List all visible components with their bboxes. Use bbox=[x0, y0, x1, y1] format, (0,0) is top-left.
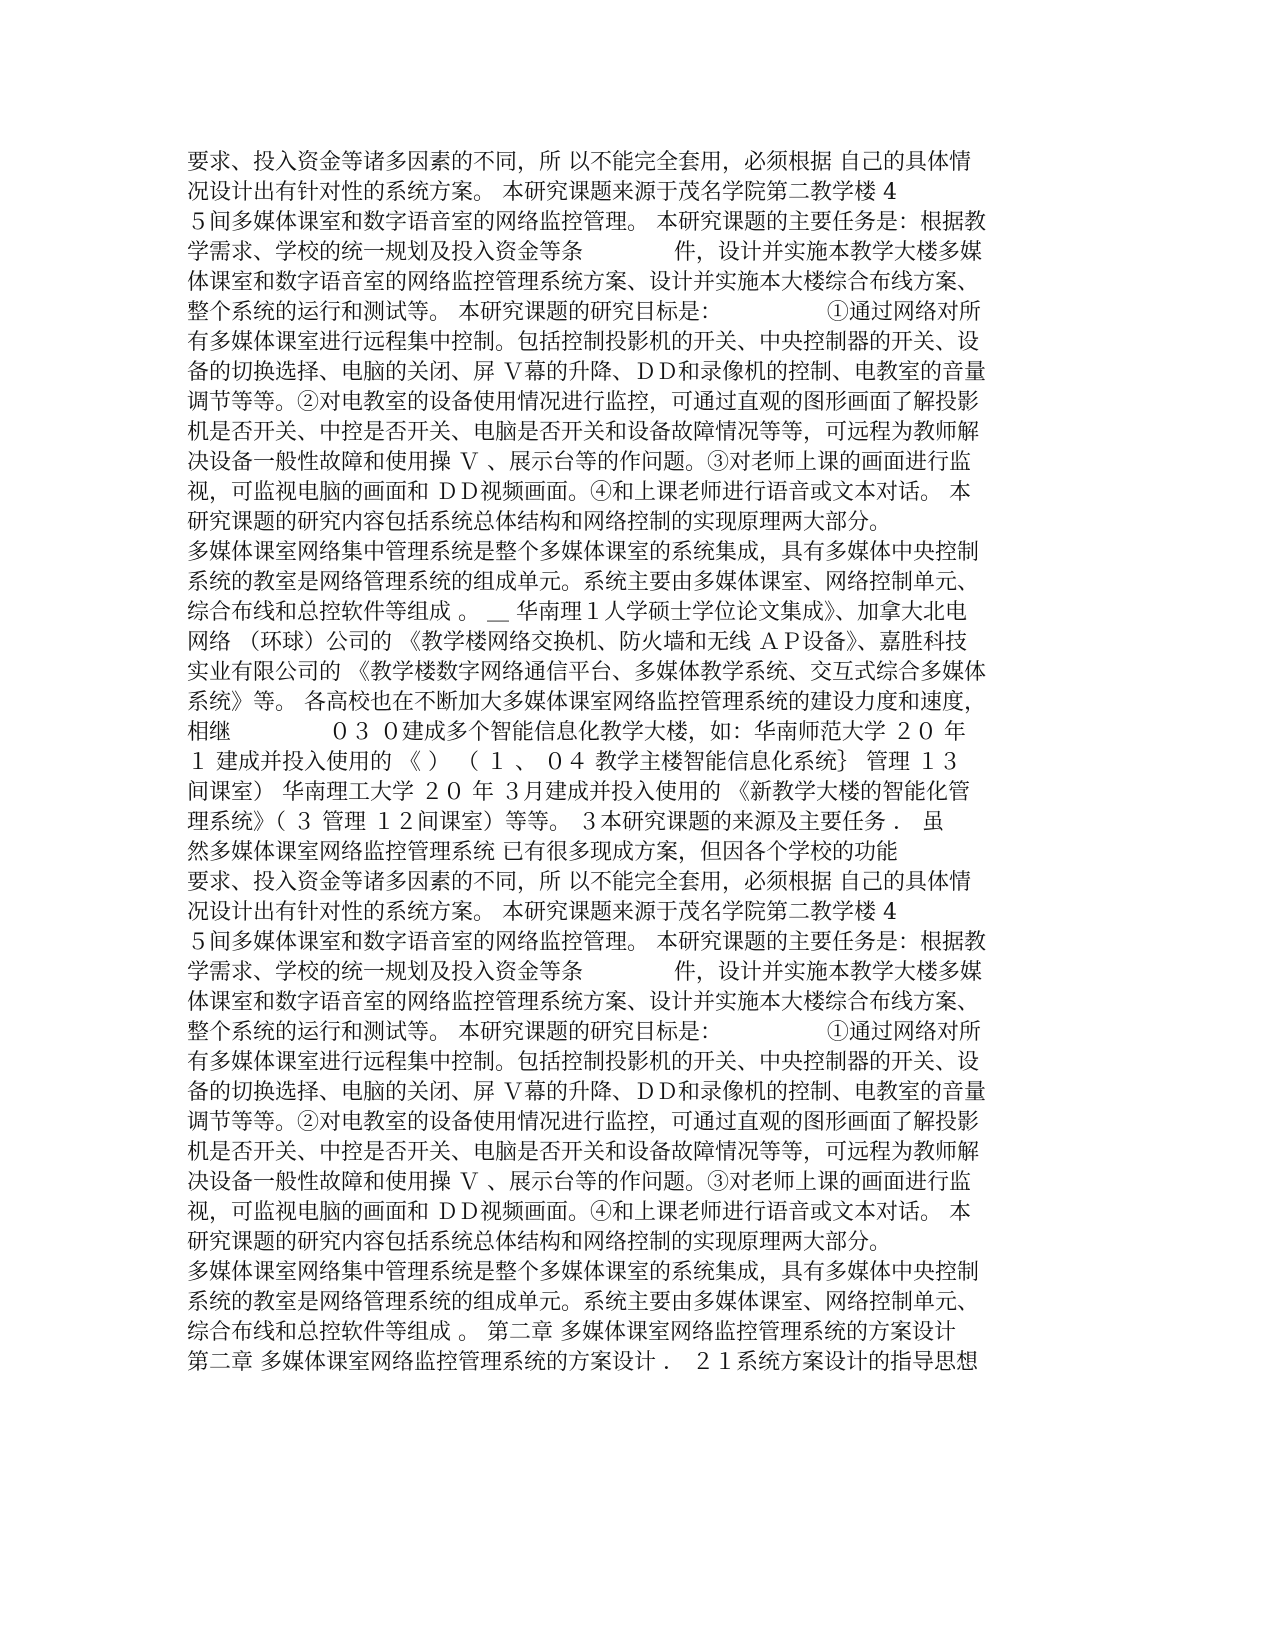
text-line: ５间多媒体课室和数字语音室的网络监控管理。 本研究课题的主要任务是：根据教 bbox=[187, 210, 986, 235]
text-line: 要求、投入资金等诸多因素的不同，所 以不能完全套用，必须根据 自己的具体情 bbox=[187, 870, 971, 895]
text-line: 决设备一般性故障和使用操 Ｖ 、展示台等的作问题。③对老师上课的画面进行监 bbox=[187, 450, 971, 475]
text-line: 理系统》（ ３ 管理 １２间课室）等等。 ３本研究课题的来源及主要任务 ． 虽 bbox=[187, 810, 944, 835]
text-line: １ 建成并投入使用的 《 ） （ １ 、 ０４ 教学主楼智能信息化系统｝ 管理 １３ bbox=[187, 750, 961, 775]
text-line: 要求、投入资金等诸多因素的不同，所 以不能完全套用，必须根据 自己的具体情 bbox=[187, 150, 971, 175]
text-line: 间课室） 华南理工大学 ２０ 年 ３月建成并投入使用的 《新教学大楼的智能化管 bbox=[187, 780, 970, 805]
text-line: 综合布线和总控软件等组成 。 第二章 多媒体课室网络监控管理系统的方案设计 bbox=[187, 1320, 956, 1345]
body-text bbox=[187, 148, 1087, 1378]
text-line: 决设备一般性故障和使用操 Ｖ 、展示台等的作问题。③对老师上课的画面进行监 bbox=[187, 1170, 971, 1195]
text-line: 综合布线和总控软件等组成 。 ＿ 华南理１人学硕士学位论文集成》、加拿大北电 bbox=[187, 600, 967, 625]
text-line: 备的切换选择、电脑的关闭、屏 Ｖ幕的升降、ＤＤ和录像机的控制、电教室的音量 bbox=[187, 360, 986, 385]
text-line: ５间多媒体课室和数字语音室的网络监控管理。 本研究课题的主要任务是：根据教 bbox=[187, 930, 986, 955]
text-line: 机是否开关、中控是否开关、电脑是否开关和设备故障情况等等，可远程为教师解 bbox=[187, 420, 980, 445]
text-line: 网络 （环球）公司的 《教学楼网络交换机、防火墙和无线 ＡＰ设备》、嘉胜科技 bbox=[187, 630, 967, 655]
text-line: 系统的教室是网络管理系统的组成单元。系统主要由多媒体课室、网络控制单元、 bbox=[187, 570, 980, 595]
text-line: 研究课题的研究内容包括系统总体结构和网络控制的实现原理两大部分。 bbox=[187, 1230, 892, 1255]
text-line: 体课室和数字语音室的网络监控管理系统方案、设计并实施本大楼综合布线方案、 bbox=[187, 990, 980, 1015]
text-line: 第二章 多媒体课室网络监控管理系统的方案设计 ． ２１系统方案设计的指导思想 bbox=[187, 1350, 978, 1375]
text-line: 多媒体课室网络集中管理系统是整个多媒体课室的系统集成，具有多媒体中央控制 bbox=[187, 540, 980, 565]
text-line: 调节等等。②对电教室的设备使用情况进行监控，可通过直观的图形画面了解投影 bbox=[187, 1110, 980, 1135]
text-line: 视，可监视电脑的画面和 ＤＤ视频画面。④和上课老师进行语音或文本对话。 本 bbox=[187, 1200, 971, 1225]
text-line: 整个系统的运行和测试等。 本研究课题的研究目标是： ①通过网络对所 bbox=[187, 1020, 981, 1045]
text-line: 况设计出有针对性的系统方案。 本研究课题来源于茂名学院第二教学楼 4 bbox=[187, 180, 897, 205]
text-line: 学需求、学校的统一规划及投入资金等条 件，设计并实施本教学大楼多媒 bbox=[187, 240, 982, 265]
text-line: 相继 ０３ ０建成多个智能信息化教学大楼，如：华南师范大学 ２０ 年 bbox=[187, 720, 966, 745]
text-line: 研究课题的研究内容包括系统总体结构和网络控制的实现原理两大部分。 bbox=[187, 510, 892, 535]
text-line: 系统的教室是网络管理系统的组成单元。系统主要由多媒体课室、网络控制单元、 bbox=[187, 1290, 980, 1315]
text-line: 体课室和数字语音室的网络监控管理系统方案、设计并实施本大楼综合布线方案、 bbox=[187, 270, 980, 295]
text-line: 况设计出有针对性的系统方案。 本研究课题来源于茂名学院第二教学楼 4 bbox=[187, 900, 897, 925]
text-line: 调节等等。②对电教室的设备使用情况进行监控，可通过直观的图形画面了解投影 bbox=[187, 390, 980, 415]
text-line: 视，可监视电脑的画面和 ＤＤ视频画面。④和上课老师进行语音或文本对话。 本 bbox=[187, 480, 971, 505]
text-line: 多媒体课室网络集中管理系统是整个多媒体课室的系统集成，具有多媒体中央控制 bbox=[187, 1260, 980, 1285]
text-line: 机是否开关、中控是否开关、电脑是否开关和设备故障情况等等，可远程为教师解 bbox=[187, 1140, 980, 1165]
text-line: 有多媒体课室进行远程集中控制。包括控制投影机的开关、中央控制器的开关、设 bbox=[187, 330, 980, 355]
text-line: 备的切换选择、电脑的关闭、屏 Ｖ幕的升降、ＤＤ和录像机的控制、电教室的音量 bbox=[187, 1080, 986, 1105]
text-line: 实业有限公司的 《教学楼数字网络通信平台、多媒体教学系统、交互式综合多媒体 bbox=[187, 660, 986, 685]
text-line: 整个系统的运行和测试等。 本研究课题的研究目标是： ①通过网络对所 bbox=[187, 300, 981, 325]
text-line: 系统》等。 各高校也在不断加大多媒体课室网络监控管理系统的建设力度和速度， bbox=[187, 690, 986, 715]
text-line: 有多媒体课室进行远程集中控制。包括控制投影机的开关、中央控制器的开关、设 bbox=[187, 1050, 980, 1075]
text-line: 然多媒体课室网络监控管理系统 已有很多现成方案，但因各个学校的功能 bbox=[187, 840, 898, 865]
text-line: 学需求、学校的统一规划及投入资金等条 件，设计并实施本教学大楼多媒 bbox=[187, 960, 982, 985]
